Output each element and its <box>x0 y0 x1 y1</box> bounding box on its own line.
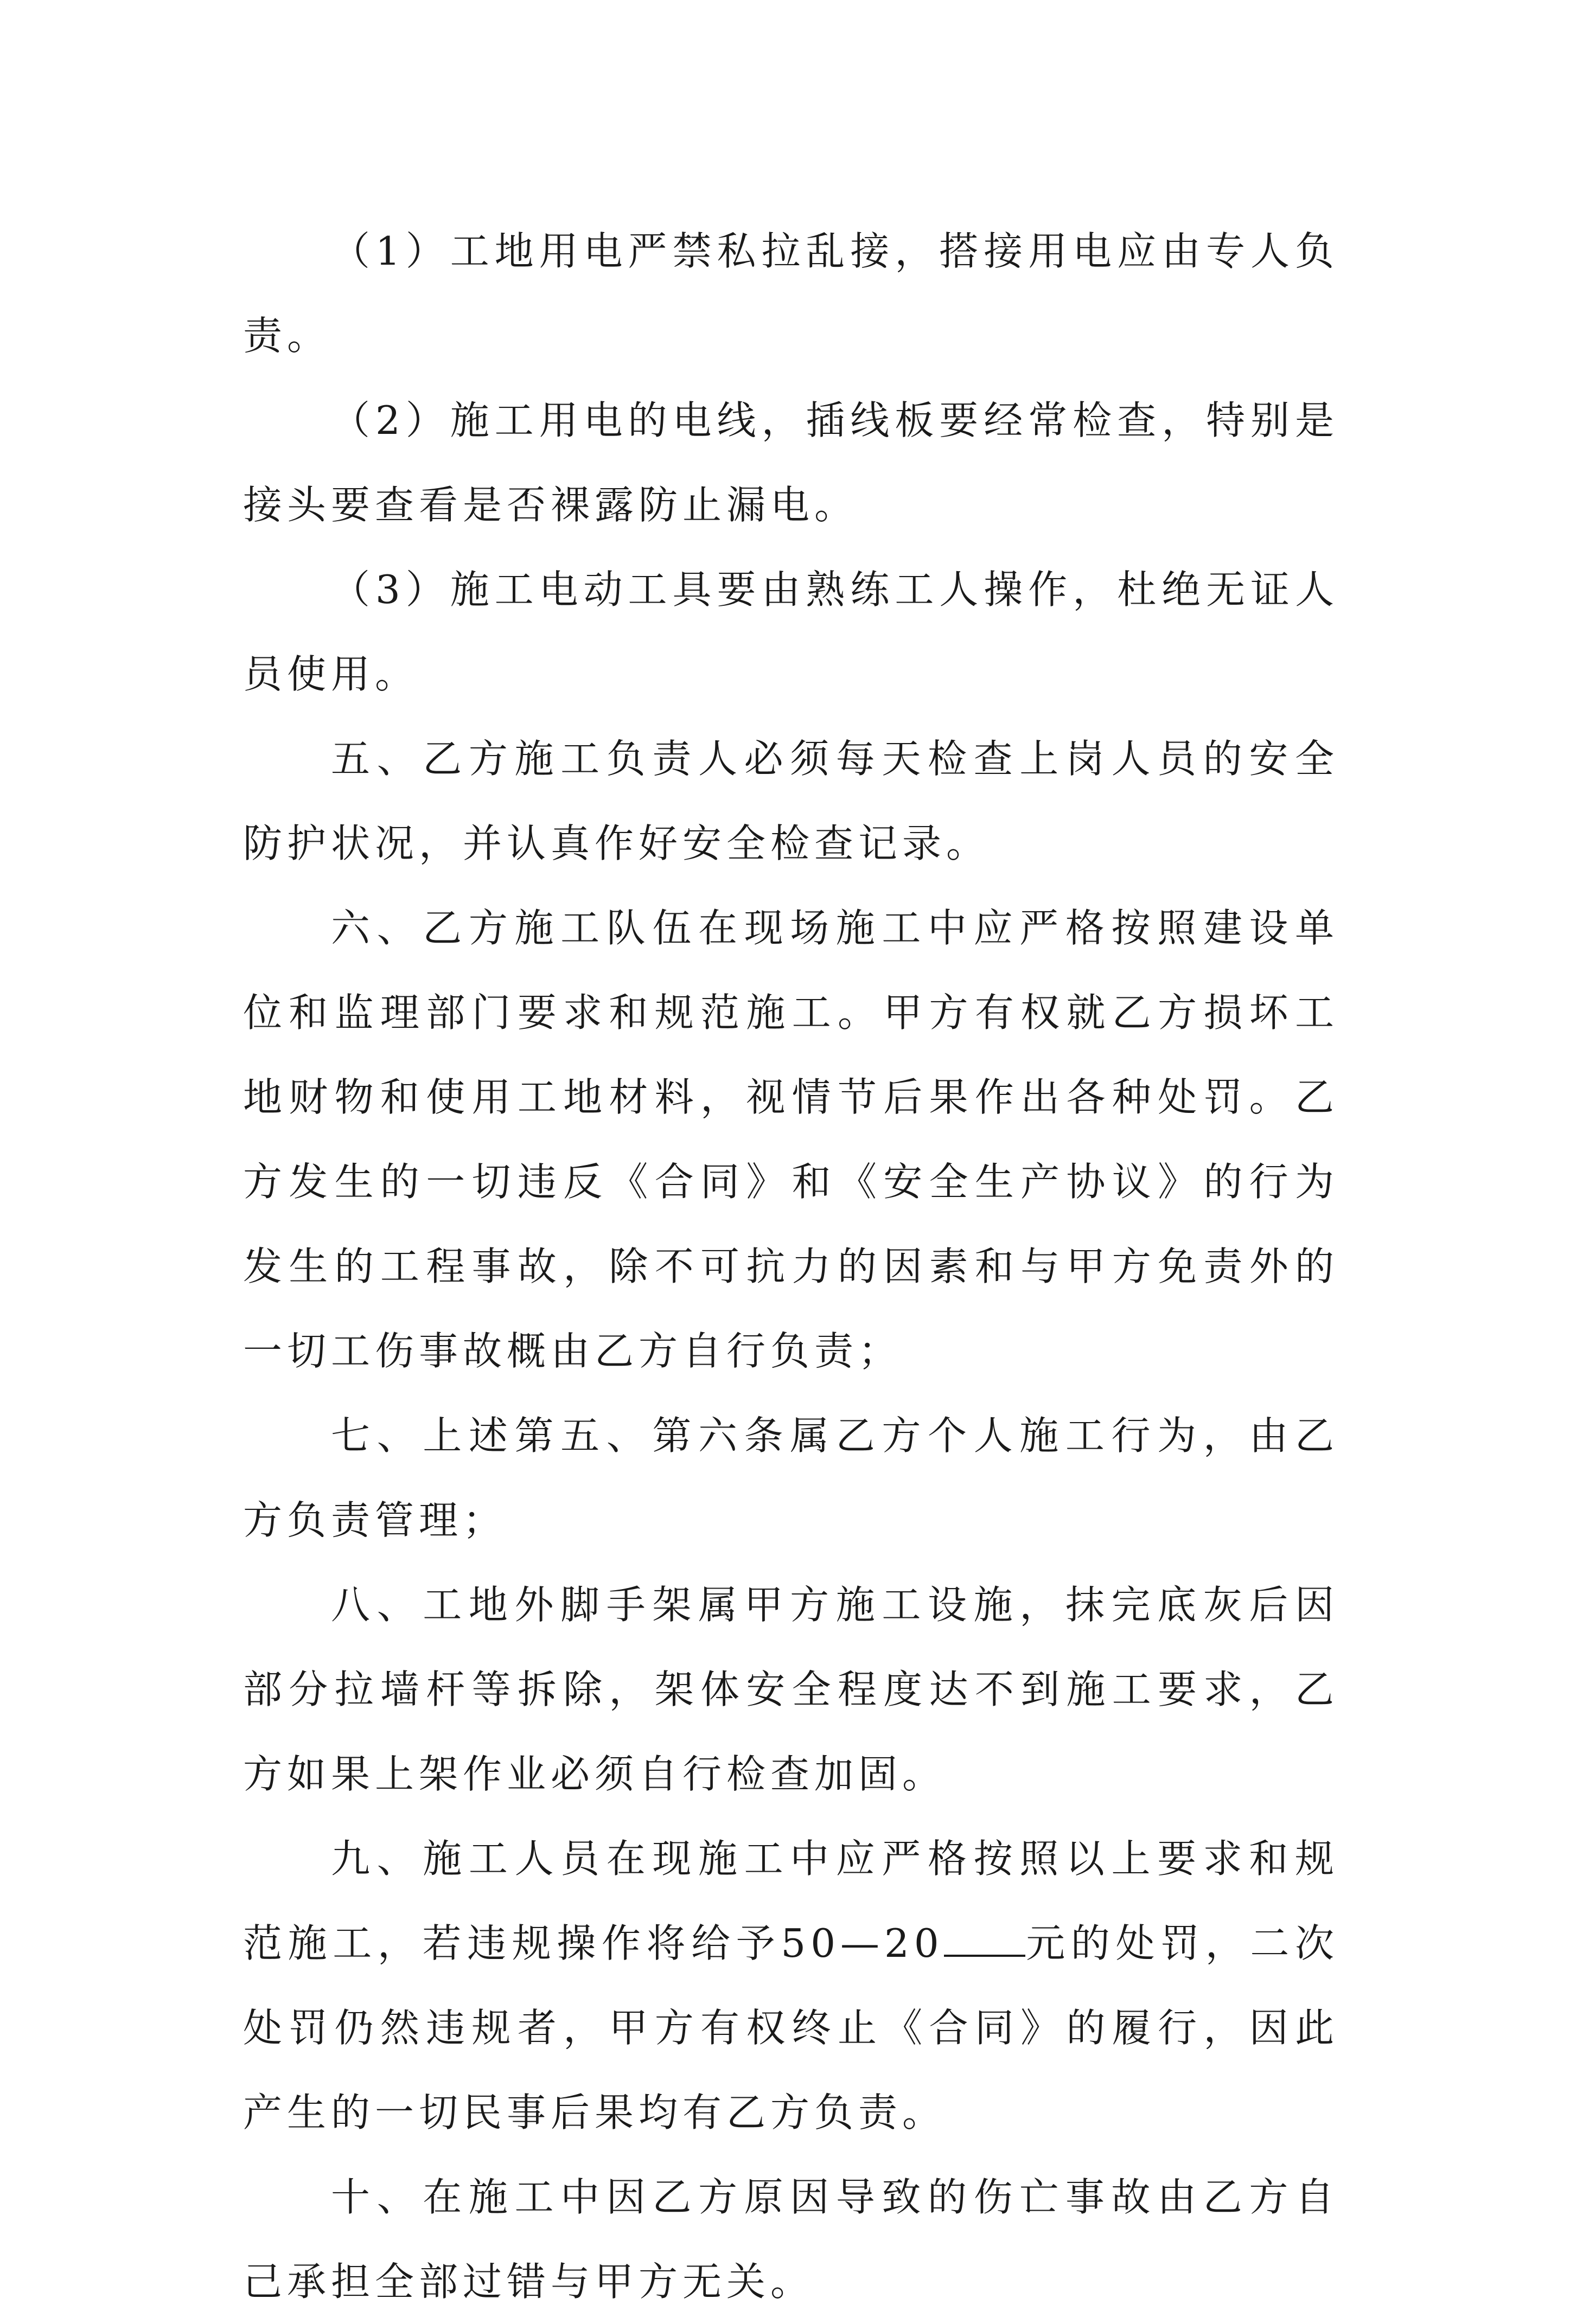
paragraph-clause-9 <box>243 1816 1339 2155</box>
clause-9-text-before-blank: 九、施工人员在现施工中应严格按照以上要求和规范施工，若违规操作将给予50—20 <box>243 1836 1339 1966</box>
paragraph-clause-10: 十、在施工中因乙方原因导致的伤亡事故由乙方自己承担全部过错与甲方无关。 <box>243 2174 1339 2304</box>
paragraph-power-strip-check: （2）施工用电的电线，插线板要经常检查，特别是接头要查看是否裸露防止漏电。 <box>243 398 1339 528</box>
penalty-amount-blank <box>944 1922 1025 1957</box>
paragraph-clause-6: 六、乙方施工队伍在现场施工中应严格按照建设单位和监理部门要求和规范施工。甲方有权就乙方损坏工地财物和使用工地材料，视情节后果作出各种处罚。乙方发生的一切违反《合同》和《安全生产协议》的行为发生的工程事故，除不可抗力的因素和与甲方免责外的一切工伤事故概由乙方自行负责； <box>243 905 1339 1374</box>
paragraph-clause-8: 八、工地外脚手架属甲方施工设施，抹完底灰后因部分拉墙杆等拆除，架体安全程度达不到施工要求，乙方如果上架作业必须自行检查加固。 <box>243 1582 1339 1797</box>
clause-9-text-after-blank: 元的处罚，二次处罚仍然违规者，甲方有权终止《合同》的履行，因此产生的一切民事后果均有乙方负责。 <box>243 1920 1339 2135</box>
paragraph-power-tools: （3）施工电动工具要由熟练工人操作，杜绝无证人员使用。 <box>243 567 1339 697</box>
paragraph-clause-7: 七、上述第五、第六条属乙方个人施工行为，由乙方负责管理； <box>243 1413 1339 1543</box>
paragraph-electric-wiring: （1）工地用电严禁私拉乱接，搭接用电应由专人负责。 <box>243 228 1339 358</box>
document-body <box>243 209 1339 2324</box>
paragraph-clause-5: 五、乙方施工负责人必须每天检查上岗人员的安全防护状况，并认真作好安全检查记录。 <box>243 736 1339 866</box>
